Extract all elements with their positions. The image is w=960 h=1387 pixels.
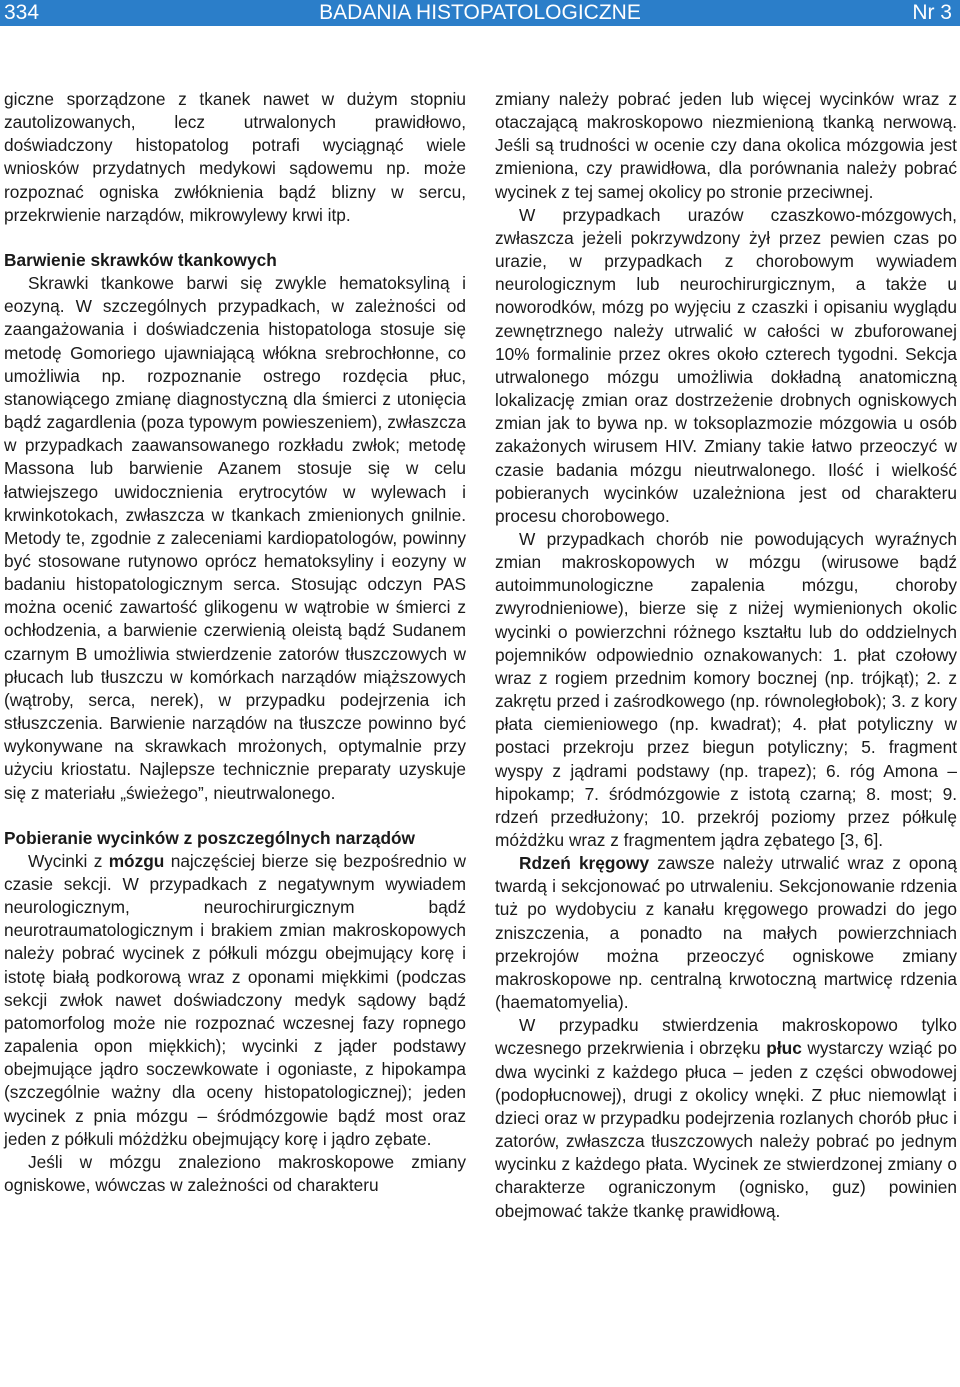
- bold-term-lungs: płuc: [766, 1038, 802, 1059]
- text-run: najczęściej bierze się bezpośrednio w czasie sekcji. W przypadkach z negatywnym wywiadem neurologicznym, neurochirurgicznym bądź neurotraumatologicznym i brakiem zmian makroskopowych należy pobrać wycinek z półkuli mózgu obejmujący korę i istotę białą podkorową wraz z oponami miękkimi (podczas sekcji zwłok nawet doświadczony medyk sądowy bądź patomorfolog może nie rozpoznać wczesnej fazy ropnego zapalenia opon miękkich); wycinki z jąder podstawy obejmujące jądro soczewkowate i ogoniaste, z hipokampa (szczególnie ważny dla oceny histopatologicznej); jeden wycinek z pnia mózgu – śródmózgowie bądź most oraz jeden z półkuli móżdżku obejmujący korę i jądro zębate.: [4, 850, 466, 1149]
- issue-number: Nr 3: [912, 1, 952, 24]
- journal-title: BADANIA HISTOPATOLOGICZNE: [319, 1, 641, 24]
- paragraph-spinal-cord: [495, 852, 957, 1014]
- bold-term-spinal-cord: Rdzeń kręgowy: [519, 853, 650, 874]
- paragraph-focal-changes: Jeśli w mózgu znaleziono makroskopowe zmiany ogniskowe, wówczas w zależności od charakteru: [4, 1151, 466, 1196]
- paragraph-regions-list: W przypadkach chorób nie powodujących wyraźnych zmian makroskopowych w mózgu (wirusowe bądź autoimmunologiczne zapalenia mózgu, choroby zwyrodnieniowe), bierze się z niżej wymienionych okolic wycinki o powierzchni różnego kształtu lub do oddzielnych pojemników odpowiednio oznakowanych: 1. płat czołowy wraz z rogiem przednim komory bocznej (np. trójkąt); 2. z zakrętu przed i zaśrodkowego (np. równoległobok); 3. z kory płata ciemieniowego (np. kwadrat); 4. płat potyliczny w postaci przekroju przez biegun potyliczny; 5. fragment wyspy z jądrami podstawy (np. trapez); 6. róg Amona – hipokamp; 7. śródmózgowie z istotą czarną; 8. most; 9. rdzeń przedłużony; 10. przekrój poziomy przez półkulę móżdżku wraz z fragmentem jądra zębatego [3, 6].: [495, 528, 957, 850]
- bold-term-brain: mózgu: [108, 850, 165, 871]
- paragraph-continued-right: zmiany należy pobrać jeden lub więcej wycinków wraz z otaczającą makroskopowo niezmienioną tkanką nerwową. Jeśli są trudności w ocenie czy dana okolica mózgowia jest zmieniona, czy prawidłowa, dla porównania należy pobrać wycinek z tej samej okolicy po stronie przeciwnej.: [495, 89, 957, 202]
- paragraph-brain-sampling: [4, 850, 466, 1151]
- right-column: [495, 88, 957, 1223]
- section-heading-staining: Barwienie skrawków tkankowych: [4, 249, 277, 270]
- page-number: 334: [4, 1, 40, 24]
- paragraph-continued: giczne sporządzone z tkanek nawet w dużym stopniu zautolizowanych, lecz utrwalonych prawidłowo, doświadczony histopatolog potrafi wyciągnąć wiele wniosków przydatnych medykowi sądowemu np. może rozpoznać ogniska zwłóknienia bądź blizny w sercu, przekrwienie narządów, mikrowylewy krwi itp.: [4, 89, 466, 225]
- section-heading-sampling: Pobieranie wycinków z poszczególnych narządów: [4, 827, 416, 848]
- text-run: W przypadku stwierdzenia makroskopowo tylko wczesnego przekrwienia i obrzęku: [495, 1015, 957, 1059]
- text-run: wystarczy wziąć po dwa wycinki z każdego płuca – jeden z części obwodowej (podopłucnowej), drugi z okolicy wnęki. Z płuc niemowląt i dzieci oraz w przypadku podejrzenia rozlanych chorób płuc i zatorów, zwłaszcza tłuszczowych należy pobrać po jednym wycinku z każdego płata. Wycinek ze stwierdzonej zmiany o charakterze ograniczonym (ognisko, guz) powinien obejmować także tkankę prawidłową.: [495, 1038, 957, 1221]
- paragraph-lungs: [495, 1014, 957, 1222]
- text-run: Wycinki z: [28, 850, 109, 871]
- page-header: [0, 0, 960, 26]
- paragraph-trauma: W przypadkach urazów czaszkowo-mózgowych, zwłaszcza jeżeli pokrzywdzony żył przez pewien czas po urazie, w przypadkach z chorobowym wywiadem neurologicznym lub neurochirurgicznym, a także u noworodków, mózg po wyjęciu z czaszki i opisaniu wyglądu zewnętrznego należy utrwalić w całości w zbuforowanej 10% formalinie przez okres około czterech tygodni. Sekcja utrwalonego mózgu umożliwia dokładną anatomiczną lokalizację zmian oraz dostrzeżenie drobnych ogniskowych zmian jak to bywa np. w toksoplazmozie mózgowia u osób zakażonych wirusem HIV. Zmiany takie łatwo przeoczyć w czasie badania mózgu nieutrwalonego. Ilość i wielkość pobieranych wycinków uzależniona jest od charakteru procesu chorobowego.: [495, 204, 957, 526]
- paragraph-staining: Skrawki tkankowe barwi się zwykle hematoksyliną i eozyną. W szczególnych przypadkach, w zależności od zaangażowania i doświadczenia histopatologa stosuje się metodę Gomoriego ujawniającą włókna srebrochłonne, co umożliwia np. rozpoznanie ostrego rozdęcia płuc, stanowiącego zmianę diagnostyczną dla śmierci z utonięcia bądź zagardlenia (poza typowym powieszeniem), zwłaszcza w przypadkach zaawansowanego rozkładu zwłok; metodę Massona lub barwienie Azanem stosuje się w celu łatwiejszego uwidocznienia erytrocytów w wylewach i krwinkotokach, zwłaszcza w tkankach zmienionych gnilnie. Metody te, zgodnie z zaleceniami kardiopatologów, powinny być stosowane rutynowo oprócz hematoksyliny i eozyny w badaniu histopatologicznym serca. Stosując odczyn PAS można ocenić zawartość glikogenu w wątrobie w śmierci z ochłodzenia, a barwienie czerwienią oleistą bądź Sudanem czarnym B umożliwia stwierdzenie zatorów tłuszczowych w płucach lub tłuszczu w komórkach narządów miąższowych (wątroby, serca, nerek), w przypadku podejrzenia ich stłuszczenia. Barwienie narządów na tłuszcze powinno być wykonywane na skrawkach mrożonych, optymalnie przy użyciu kriostatu. Najlepsze technicznie preparaty uzyskuje się z materiału „świeżego”, nieutrwalonego.: [4, 273, 466, 803]
- left-column: [4, 88, 466, 1197]
- text-run: zawsze należy utrwalić wraz z oponą twardą i sekcjonować po utrwaleniu. Sekcjonowanie rdzenia tuż po wydobyciu z kanału kręgowego prowadzi do jego zniszczenia, a ponadto na małych powierzchniach przekrojów można przeoczyć ogniskowe zmiany makroskopowe np. centralną krwotoczną martwicę rdzenia (haematomyelia).: [495, 853, 957, 1013]
